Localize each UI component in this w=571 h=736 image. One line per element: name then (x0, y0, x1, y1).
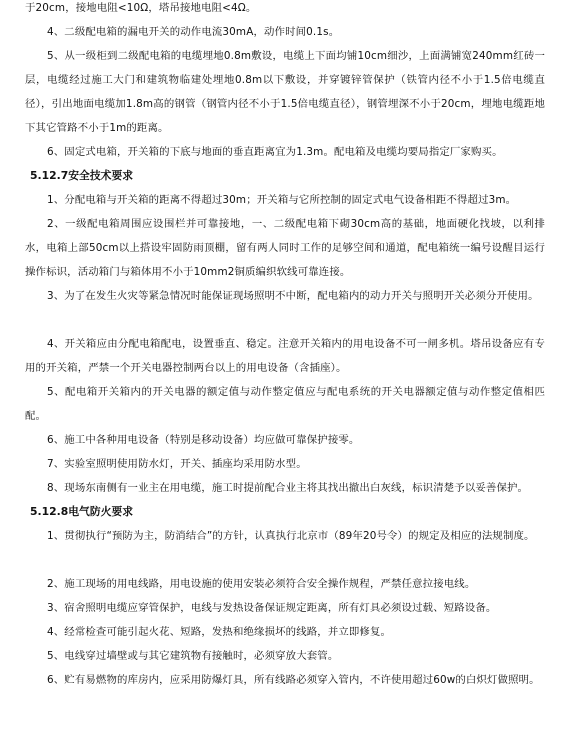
paragraph-safety-4: 4、开关箱应由分配电箱配电，设置垂直、稳定。注意开关箱内的用电设备不可一闸多机。塔吊设备应有专用的开关箱，严禁一个开关电器控制两台以上的用电设备（含插座）。 (25, 338, 545, 374)
paragraph-fire-6: 6、贮有易燃物的库房内，应采用防爆灯具，所有线路必须穿入管内，不许使用超过60w的白炽灯做照明。 (47, 674, 540, 686)
paragraph-safety-6: 6、施工中各种用电设备（特别是移动设备）均应做可靠保护接零。 (47, 434, 360, 446)
paragraph-fire-5: 5、电线穿过墙壁或与其它建筑物有接触时，必须穿放大套管。 (47, 650, 339, 662)
paragraph-safety-8: 8、现场东南侧有一业主在用电缆，施工时提前配合业主将其找出撤出白灰线，标识清楚予以妥善保护。 (47, 482, 529, 494)
paragraph-safety-3: 3、为了在发生火灾等紧急情况时能保证现场照明不中断，配电箱内的动力开关与照明开关必须分开使用。 (47, 290, 539, 302)
paragraph-safety-1: 1、分配电箱与开关箱的距离不得超过30m；开关箱与它所控制的固定式电气设备相距不得超过3m。 (47, 194, 517, 206)
section-heading-5-12-7: 5.12.7安全技术要求 (30, 169, 134, 182)
paragraph-safety-2: 2、一级配电箱周围应设围栏并可靠接地，一、二级配电箱下砌30cm高的基础，地面硬化找坡，以利排水，电箱上部50cm以上搭设牢固防雨顶棚，留有两人同时工作的足够空间和通道，配电箱统一编号设醒目运行操作标识，活动箱门与箱体用不小于10mm2铜质编织软线可靠连接。 (25, 218, 545, 278)
paragraph-item-4: 4、二级配电箱的漏电开关的动作电流30mA，动作时间0.1s。 (47, 26, 340, 38)
paragraph-fire-4: 4、经常检查可能引起火花、短路，发热和绝缘损坏的线路，并立即修复。 (47, 626, 392, 638)
paragraph-safety-5: 5、配电箱开关箱内的开关电器的额定值与动作整定值应与配电系统的开关电器额定值与动作整定值相匹配。 (25, 386, 545, 422)
paragraph-fire-3: 3、宿舍照明电缆应穿管保护，电线与发热设备保证规定距离，所有灯具必须设过载、短路设备。 (47, 602, 497, 614)
paragraph-fire-1: 1、贯彻执行“预防为主，防消结合”的方针，认真执行北京市（89年20号令）的规定及相应的法规制度。 (47, 530, 535, 542)
paragraph-item-5: 5、从一级柜到二级配电箱的电缆埋地0.8m敷设，电缆上下面均铺10cm细沙，上面满铺宽240mm红砖一层，电缆经过施工大门和建筑物临建处埋地0.8m以下敷设，并穿镀锌管保护（铁管内径不小于1.5倍电缆直径），引出地面电缆加1.8m高的钢管（钢管内径不小于1.5倍电缆直径），钢管埋深不小于20cm，埋地电缆距地下其它管路不小于1m的距离。 (25, 50, 545, 134)
section-heading-5-12-8: 5.12.8电气防火要求 (30, 505, 134, 518)
paragraph-continuation: 于20cm，接地电阻<10Ω，塔吊接地电阻<4Ω。 (25, 2, 257, 14)
paragraph-fire-2: 2、施工现场的用电线路，用电设施的使用安装必须符合安全操作规程，严禁任意拉接电线。 (47, 578, 476, 590)
paragraph-item-6: 6、固定式电箱，开关箱的下底与地面的垂直距离宜为1.3m。配电箱及电缆均要局指定厂家购买。 (47, 146, 503, 158)
paragraph-safety-7: 7、实验室照明使用防水灯，开关、插座均采用防水型。 (47, 458, 307, 470)
